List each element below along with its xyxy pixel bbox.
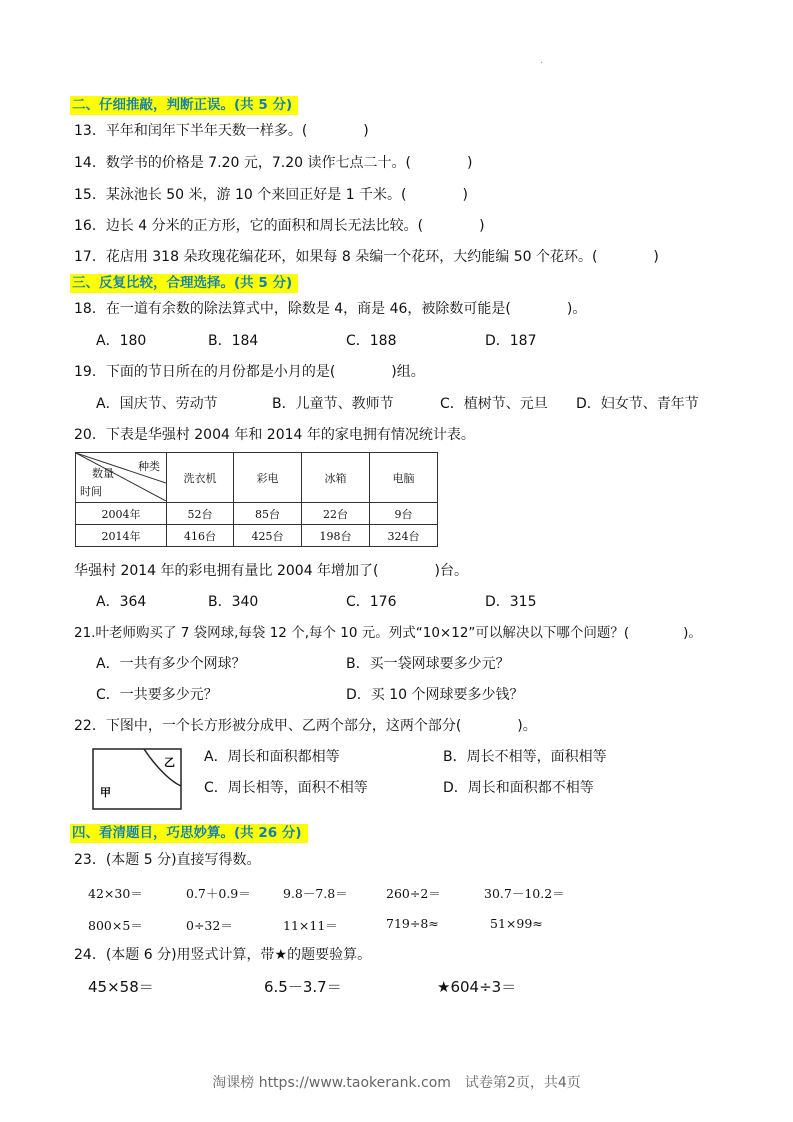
q21-option-d: D．买 10 个网球要多少钱？ bbox=[346, 687, 524, 703]
q18-option-a: A．180 bbox=[96, 333, 147, 349]
table-row bbox=[76, 525, 438, 547]
q19-option-c: C．植树节、元旦 bbox=[440, 396, 548, 412]
question-15: 15．某泳池长 50 米，游 10 个来回正好是 1 千米。( ) bbox=[74, 187, 468, 203]
rectangle-figure bbox=[92, 748, 184, 812]
table-cell: 9台 bbox=[370, 503, 438, 525]
calc-item: 260÷2＝ bbox=[386, 886, 441, 901]
question-23: 23．(本题 5 分)直接写得数。 bbox=[74, 852, 261, 868]
q20-option-c: C．176 bbox=[346, 594, 397, 610]
q22-option-b: B．周长不相等，面积相等 bbox=[443, 749, 607, 765]
figure-label-jia: 甲 bbox=[100, 786, 111, 799]
calc-item: 9.8－7.8＝ bbox=[283, 886, 348, 901]
question-20-prompt: 华强村 2014 年的彩电拥有量比 2004 年增加了( )台。 bbox=[74, 563, 468, 579]
calc-item: 42×30＝ bbox=[88, 886, 143, 901]
q22-option-d: D．周长和面积都不相等 bbox=[443, 780, 594, 796]
q20-option-b: B．340 bbox=[208, 594, 259, 610]
table-row bbox=[76, 503, 438, 525]
calc-item: 11×11＝ bbox=[283, 918, 338, 933]
q22-option-a: A．周长和面积都相等 bbox=[204, 749, 340, 765]
table-header-washer: 洗衣机 bbox=[167, 453, 234, 503]
section-heading-4: 四、看清题目，巧思妙算。(共 26 分) bbox=[70, 824, 308, 843]
calc-item: 800×5＝ bbox=[88, 918, 143, 933]
table-cell: 416台 bbox=[167, 525, 234, 547]
question-16: 16．边长 4 分米的正方形，它的面积和周长无法比较。( ) bbox=[74, 218, 485, 234]
table-cell: 198台 bbox=[302, 525, 370, 547]
question-19: 19．下面的节日所在的月份都是小月的是( )组。 bbox=[74, 364, 425, 380]
q18-option-c: C．188 bbox=[346, 333, 397, 349]
section-heading-3: 三、反复比较，合理选择。(共 5 分) bbox=[70, 274, 298, 293]
question-22: 22．下图中，一个长方形被分成甲、乙两个部分，这两个部分( )。 bbox=[74, 718, 537, 734]
q21-option-a: A．一共有多少个网球？ bbox=[96, 656, 246, 672]
q21-option-b: B．买一袋网球要多少元？ bbox=[346, 656, 510, 672]
calc-item: 51×99≈ bbox=[490, 916, 543, 931]
page-footer: 淘课榜 https://www.taokerank.com 试卷第2页，共4页 bbox=[212, 1075, 581, 1091]
calc-item: 30.7－10.2＝ bbox=[484, 886, 565, 901]
q21-option-c: C．一共要多少元？ bbox=[96, 687, 218, 703]
table-header-tv: 彩电 bbox=[234, 453, 302, 503]
corner-time-label: 时间 bbox=[80, 485, 102, 498]
top-mark: . bbox=[540, 55, 544, 66]
q18-option-d: D．187 bbox=[485, 333, 537, 349]
section-heading-2: 二、仔细推敲，判断正误。(共 5 分) bbox=[70, 96, 298, 115]
q22-option-c: C．周长相等，面积不相等 bbox=[204, 780, 368, 796]
question-24: 24．(本题 6 分)用竖式计算，带★的题要验算。 bbox=[74, 947, 372, 963]
table-corner-cell bbox=[76, 453, 167, 503]
table-row-year: 2004年 bbox=[76, 503, 167, 525]
table-cell: 52台 bbox=[167, 503, 234, 525]
vertical-calc-item: ★604÷3＝ bbox=[437, 978, 517, 996]
q20-option-a: A．364 bbox=[96, 594, 147, 610]
vertical-calc-item: 6.5－3.7＝ bbox=[264, 978, 342, 996]
q19-option-d: D．妇女节、青年节 bbox=[576, 396, 699, 412]
q19-option-a: A．国庆节、劳动节 bbox=[96, 396, 218, 412]
table-row-year: 2014年 bbox=[76, 525, 167, 547]
calc-item: 719÷8≈ bbox=[386, 916, 439, 931]
calc-item: 0.7＋0.9＝ bbox=[186, 886, 251, 901]
calc-item: 0÷32＝ bbox=[186, 918, 233, 933]
q18-option-b: B．184 bbox=[208, 333, 259, 349]
q19-option-b: B．儿童节、教师节 bbox=[272, 396, 394, 412]
figure-label-yi: 乙 bbox=[164, 756, 175, 769]
table-cell: 85台 bbox=[234, 503, 302, 525]
question-18: 18．在一道有余数的除法算式中，除数是 4，商是 46，被除数可能是( )。 bbox=[74, 301, 587, 317]
table-header-fridge: 冰箱 bbox=[302, 453, 370, 503]
table-header-computer: 电脑 bbox=[370, 453, 438, 503]
table-cell: 22台 bbox=[302, 503, 370, 525]
vertical-calc-item: 45×58＝ bbox=[88, 978, 154, 996]
question-13: 13．平年和闰年下半年天数一样多。( ) bbox=[74, 123, 369, 139]
corner-quantity-label: 数量 bbox=[92, 467, 114, 480]
corner-category-label: 种类 bbox=[138, 460, 160, 473]
question-20: 20．下表是华强村 2004 年和 2014 年的家电拥有情况统计表。 bbox=[74, 427, 475, 443]
table-cell: 425台 bbox=[234, 525, 302, 547]
appliance-table bbox=[75, 452, 438, 547]
question-21: 21.叶老师购买了 7 袋网球,每袋 12 个,每个 10 元。列式“10×12”可以解决以下哪个问题？( )。 bbox=[74, 625, 702, 641]
q20-option-d: D．315 bbox=[485, 594, 537, 610]
question-14: 14．数学书的价格是 7.20 元，7.20 读作七点二十。( ) bbox=[74, 155, 473, 171]
question-17: 17．花店用 318 朵玫瑰花编花环，如果每 8 朵编一个花环，大约能编 50 个花环。( ) bbox=[74, 249, 659, 265]
table-cell: 324台 bbox=[370, 525, 438, 547]
